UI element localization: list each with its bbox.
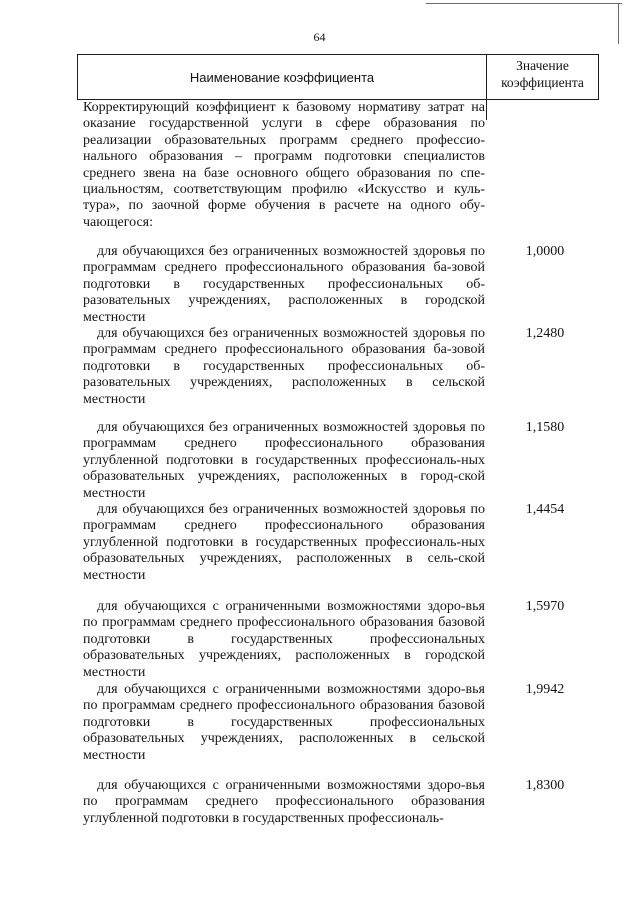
column-header-name: Наименование коэффициента <box>189 69 375 85</box>
coefficient-row-5-value: 1,5970 <box>525 599 565 614</box>
coefficient-row-2-value: 1,2480 <box>525 326 565 341</box>
scan-mark-top-right <box>426 3 622 4</box>
coefficient-row-4-value: 1,4454 <box>525 502 565 517</box>
coefficient-row-7-value: 1,8300 <box>525 778 565 793</box>
coefficient-row-1-text: для обучающихся без ограниченных возможностей здоровья по программам среднего профессионального образования ба-зовой подготовки в государственных профессиональных об-разовательных учреждениях, расположенных в городской местности <box>83 244 485 325</box>
coefficient-row-3-value: 1,1580 <box>525 420 565 435</box>
column-header-value-line1: Значение <box>516 58 569 73</box>
page-number: 64 <box>313 30 326 44</box>
intro-text: Корректирующий коэффициент к базовому нормативу затрат на оказание государственной услуги в сфере образования по реализации образовательных программ среднего профессио-нального образования – программ подготовки специалистов среднего звена на базе основного общего образования по спе-циальностям, соответствующим профилю «Искусство и куль-тура», по заочной форме обучения в расчете на одного обу-чающегося: <box>83 100 485 230</box>
column-header-value-line2: коэффициента <box>501 75 584 90</box>
body-column-divider <box>486 100 487 120</box>
coefficient-row-7-text: для обучающихся с ограниченными возможностями здоро-вья по программам среднего профессионального образования углубленной подготовки в государственных профессиональ- <box>83 778 485 826</box>
coefficient-row-4-text: для обучающихся без ограниченных возможностей здоровья по программам среднего профессионального образования углубленной подготовки в государственных профессиональ-ных образовательных учреждениях, расположенных в сель-ской местности <box>83 502 485 583</box>
coefficient-row-5-text: для обучающихся с ограниченными возможностями здоро-вья по программам среднего профессионального образования базовой подготовки в государственных профессиональных образовательных учреждениях, расположенных в городской местности <box>83 599 485 680</box>
coefficient-row-2-text: для обучающихся без ограниченных возможностей здоровья по программам среднего профессионального образования ба-зовой подготовки в государственных профессиональных об-разовательных учреждениях, расположенных в сельской местности <box>83 326 485 407</box>
coefficient-row-1-value: 1,0000 <box>525 244 565 259</box>
column-header-value <box>487 57 598 91</box>
coefficient-row-3-text: для обучающихся без ограниченных возможностей здоровья по программам среднего профессионального образования углубленной подготовки в государственных профессиональ-ных образовательных учреждениях, расположенных в город-ской местности <box>83 420 485 501</box>
coefficient-row-6-text: для обучающихся с ограниченными возможностями здоро-вья по программам среднего профессионального образования базовой подготовки в государственных профессиональных образовательных учреждениях, расположенных в сельской местности <box>83 682 485 763</box>
coefficient-row-6-value: 1,9942 <box>525 682 565 697</box>
